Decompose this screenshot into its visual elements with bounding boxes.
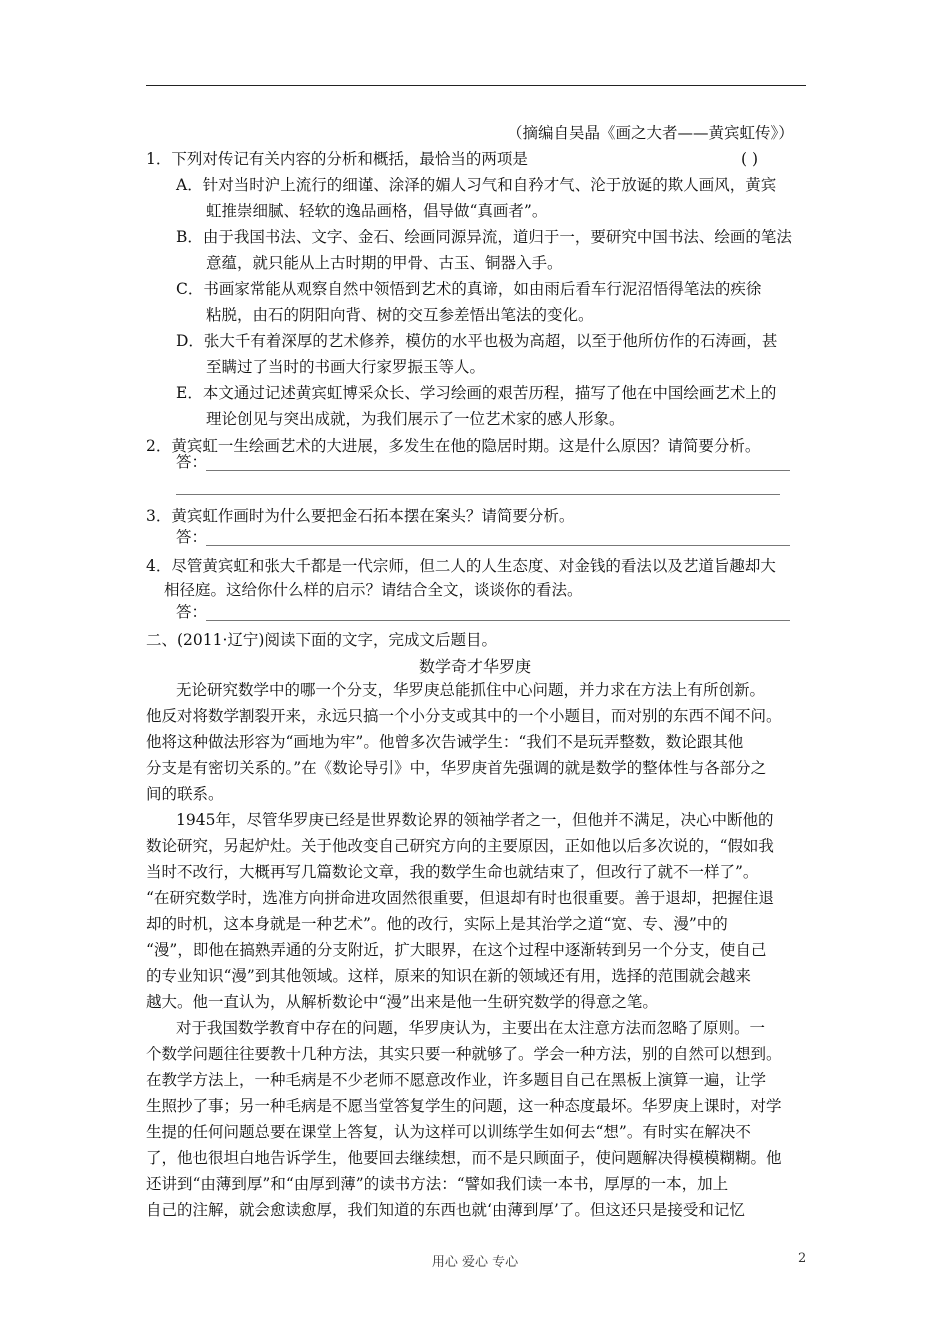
q1-option-e-line1: E．本文通过记述黄宾虹博采众长、学习绘画的艰苦历程，描写了他在中国绘画艺术上的: [176, 384, 777, 402]
q1-option-a-line1: A．针对当时沪上流行的细谨、涂泽的媚人习气和自矜才气、沦于放诞的欺人画风，黄宾: [176, 176, 777, 194]
passage-line: “在研究数学时，选准方向拼命进攻固然很重要，但退却有时也很重要。善于退却，把握住退: [146, 889, 774, 907]
q1-option-d-line1: D．张大千有着深厚的艺术修养，模仿的水平也极为高超，以至于他所仿作的石涛画，甚: [176, 332, 778, 350]
page-number: 2: [798, 1251, 807, 1266]
passage-line: 在教学方法上，一种毛病是不少老师不愿意改作业，许多题目自己在黑板上演算一遍，让学: [146, 1071, 767, 1089]
header-rule: [146, 85, 806, 86]
q1-option-a-line2: 虹推崇细腻、轻软的逸品画格，倡导做“真画者”。: [206, 202, 548, 220]
q4-answer-line[interactable]: [206, 620, 790, 621]
passage-line: 了，他也很坦白地告诉学生，他要回去继续想，而不是只顾面子，使问题解决得模模糊糊。他: [146, 1149, 782, 1167]
passage-line: 分支是有密切关系的。”在《数论导引》中，华罗庚首先强调的就是数学的整体性与各部分之: [146, 759, 767, 777]
q1-stem: 1．下列对传记有关内容的分析和概括，最恰当的两项是: [146, 150, 528, 168]
passage-line: 对于我国数学教育中存在的问题，华罗庚认为，主要出在太注意方法而忽略了原则。一: [176, 1019, 766, 1037]
q3-answer-line[interactable]: [206, 545, 790, 546]
q3-stem: 3．黄宾虹作画时为什么要把金石拓本摆在案头？请简要分析。: [146, 507, 575, 525]
passage-line: 生照抄了事；另一种毛病是不愿当堂答复学生的问题，这一种态度最坏。华罗庚上课时，对学: [146, 1097, 782, 1115]
q2-answer-line-1[interactable]: [206, 470, 790, 471]
passage-line: 却的时机，这本身就是一种艺术”。他的改行，实际上是其治学之道“宽、专、漫”中的: [146, 915, 728, 933]
q1-option-c-line2: 粘脱，由石的阴阳向背、树的交互参差悟出笔法的变化。: [206, 306, 594, 324]
passage-line: 1945年，尽管华罗庚已经是世界数论界的领袖学者之一，但他并不满足，决心中断他的: [176, 811, 774, 829]
passage-line: 个数学问题往往要教十几种方法，其实只要一种就够了。学会一种方法，别的自然可以想到。: [146, 1045, 782, 1063]
passage-line: 的专业知识“漫”到其他领域。这样，原来的知识在新的领域还有用，选择的范围就会越来: [146, 967, 751, 985]
passage-line: 他将这种做法形容为“画地为牢”。他曾多次告诫学生：“我们不是玩弄整数，数论跟其他: [146, 733, 744, 751]
q1-option-c-line1: C．书画家常能从观察自然中领悟到艺术的真谛，如由雨后看车行泥沼悟得笔法的疾徐: [176, 280, 762, 298]
passage-line: 当时不改行，大概再写几篇数论文章，我的数学生命也就结束了，但改行了就不一样了”。: [146, 863, 759, 881]
passage-line: 无论研究数学中的哪一个分支，华罗庚总能抓住中心问题，并力求在方法上有所创新。: [176, 681, 766, 699]
q4-answer-label: 答：: [176, 603, 208, 621]
q1-option-d-line2: 至瞒过了当时的书画大行家罗振玉等人。: [206, 358, 486, 376]
passage-line: 越大。他一直认为，从解析数论中“漫”出来是他一生研究数学的得意之笔。: [146, 993, 658, 1011]
q1-option-b-line1: B．由于我国书法、文字、金石、绘画同源异流，道归于一，要研究中国书法、绘画的笔法: [176, 228, 792, 246]
passage-line: “漫”，即他在搞熟弄通的分支附近，扩大眼界，在这个过程中逐渐转到另一个分支，使自己: [146, 941, 767, 959]
passage-line: 数论研究，另起炉灶。关于他改变自己研究方向的主要原因，正如他以后多次说的，“假如我: [146, 837, 774, 855]
q1-option-b-line2: 意蕴，就只能从上古时期的甲骨、古玉、铜器入手。: [206, 254, 563, 272]
section2-heading: 二、(2011·辽宁)阅读下面的文字，完成文后题目。: [146, 631, 497, 649]
q4-stem-line1: 4．尽管黄宾虹和张大千都是一代宗师，但二人的人生态度、对金钱的看法以及艺道旨趣却大: [146, 557, 776, 575]
footer-text: 用心 爱心 专心: [431, 1255, 519, 1270]
q1-option-e-line2: 理论创见与突出成就，为我们展示了一位艺术家的感人形象。: [206, 410, 625, 428]
passage-line: 自己的注解，就会愈读愈厚，我们知道的东西也就‘由薄到厚’了。但这还只是接受和记忆: [146, 1201, 745, 1219]
passage-line: 生提的任何问题总要在课堂上答复，认为这样可以训练学生如何去“想”。有时实在解决不: [146, 1123, 751, 1141]
passage-line: 他反对将数学割裂开来，永远只搞一个小分支或其中的一个小题目，而对别的东西不闻不问。: [146, 707, 782, 725]
passage-line: 还讲到“由薄到厚”和“由厚到薄”的读书方法：“譬如我们读一本书，厚厚的一本，加上: [146, 1175, 729, 1193]
source-credit: （摘编自吴晶《画之大者——黄宾虹传》）: [507, 124, 794, 142]
q2-answer-line-2[interactable]: [176, 494, 780, 495]
passage-title: 数学奇才华罗庚: [418, 657, 531, 676]
q2-answer-label: 答：: [176, 453, 208, 471]
q4-stem-line2: 相径庭。这给你什么样的启示？请结合全文，谈谈你的看法。: [164, 581, 583, 599]
q3-answer-label: 答：: [176, 528, 208, 546]
passage-line: 间的联系。: [146, 785, 224, 803]
q1-answer-bracket: ( ): [741, 150, 759, 168]
q2-stem: 2．黄宾虹一生绘画艺术的大进展，多发生在他的隐居时期。这是什么原因？请简要分析。: [146, 437, 761, 455]
